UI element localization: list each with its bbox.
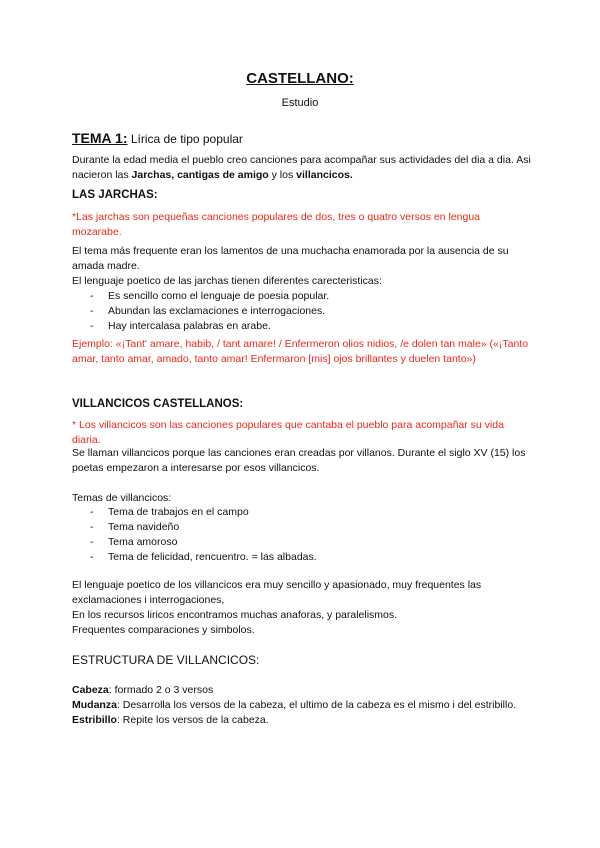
jarchas-ejemplo: Ejemplo: «¡Tant' amare, habib, / tant amare! / Enfermeron olios nidios, /e dolen tan male» («¡Tanto amar, tanto amar, amado, tanto amar! Enfermaron [mis] ojos brillantes y duelen tanto») <box>72 338 529 365</box>
intro-text: Durante la edad media el pueblo creo canciones para acompañar sus actividades del dia a dia. Asi nacieron las <box>72 154 531 181</box>
cabeza-label: Cabeza <box>72 684 109 696</box>
estructura-cabeza <box>72 683 532 698</box>
villancicos-definition: * Los villancicos son las canciones populares que cantaba el pueblo para acompañar su vida diaria. <box>72 419 504 446</box>
jarchas-tema: El tema más frequente eran los lamentos de una muchacha enamorada por la ausencia de su amada madre. <box>72 245 509 272</box>
intro-bold-jarchas: Jarchas, cantigas de amigo <box>131 169 269 181</box>
lenguaje-line-1: El lenguaje poetico de los villancicos era muy sencillo y apasionado, muy frequentes las exclamaciones i interrogaciones, <box>72 579 482 606</box>
list-item: - Abundan las exclamaciones e interrogaciones. <box>72 304 532 319</box>
intro-text-mid: y los <box>268 169 297 181</box>
list-item: - Hay intercalasa palabras en arabe. <box>72 319 532 334</box>
estructura-list <box>72 683 532 728</box>
list-item: - Es sencillo como el lenguaje de poesia popular. <box>72 289 532 304</box>
list-item: - Tema de trabajos en el campo <box>72 505 532 520</box>
page-title: CASTELLANO: <box>246 70 354 87</box>
tema-label: TEMA 1: <box>72 130 128 146</box>
intro-paragraph <box>72 153 532 183</box>
lenguaje-line-3: Frequentes comparaciones y simbolos. <box>72 624 255 636</box>
tema-heading <box>72 130 243 146</box>
villancicos-heading: VILLANCICOS CASTELLANOS: <box>72 398 244 410</box>
list-item: - Tema amoroso <box>72 535 532 550</box>
jarchas-heading: LAS JARCHAS: <box>72 189 158 201</box>
lenguaje-line-2: En los recursos liricos encontramos muchas anaforas, y paralelismos. <box>72 609 398 621</box>
jarchas-lenguaje: El lenguaje poetico de las jarchas tienen diferentes carecteristicas: <box>72 275 382 287</box>
temas-label: Temas de villancicos: <box>72 492 172 504</box>
estructura-mudanza <box>72 698 532 713</box>
jarchas-list <box>72 289 532 334</box>
estribillo-text: : Repite los versos de la cabeza. <box>116 714 269 726</box>
villancicos-paragraph: Se llaman villancicos porque las canciones eran creadas por villanos. Durante el siglo XV (15) los poetas empezaron a interesarse por esos villancicos. <box>72 447 526 474</box>
estructura-heading: ESTRUCTURA DE VILLANCICOS: <box>72 653 260 667</box>
list-item: - Tema navideño <box>72 520 532 535</box>
intro-bold-villancicos: villancicos. <box>296 169 353 181</box>
cabeza-text: : formado 2 o 3 versos <box>108 684 214 696</box>
jarchas-definition: *Las jarchas son pequeñas canciones populares de dos, tres o quatro versos en lengua mozarabe. <box>72 211 481 238</box>
estructura-estribillo <box>72 713 532 728</box>
tema-text: Lírica de tipo popular <box>130 132 243 146</box>
villancicos-lenguaje <box>72 578 532 638</box>
mudanza-text: : Desarrolla los versos de la cabeza, el ultimo de la cabeza es el mismo i del estribillo. <box>116 699 517 711</box>
estribillo-label: Estribillo <box>72 714 117 726</box>
temas-list <box>72 505 532 565</box>
list-item: - Tema de felicidad, rencuentro. = las albadas. <box>72 550 532 565</box>
mudanza-label: Mudanza <box>72 699 117 711</box>
page-subtitle: Estudio <box>281 97 319 109</box>
